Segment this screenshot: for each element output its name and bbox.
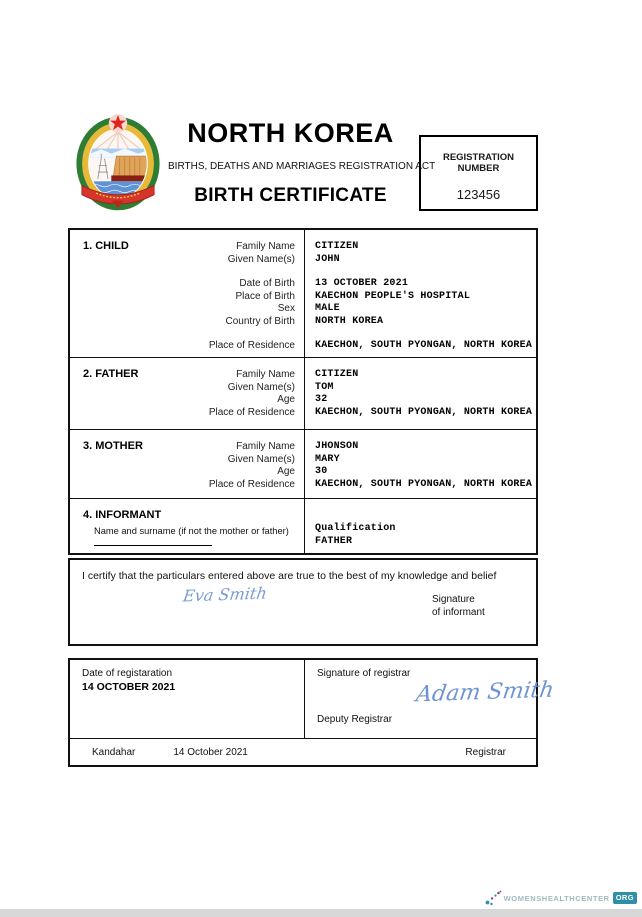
- field-value: MALE: [315, 303, 340, 314]
- field-value: 13 OCTOBER 2021: [315, 278, 409, 289]
- informant-signature-label: [432, 593, 485, 619]
- section-mother-values: [305, 430, 536, 498]
- brand-sparkle-icon: [485, 890, 502, 906]
- field-label: Sex: [277, 303, 295, 314]
- footer-role: Registrar: [465, 746, 506, 758]
- field-label: Place of Birth: [235, 290, 295, 302]
- registration-number-box: [419, 135, 538, 211]
- field-label: Given Name(s): [227, 381, 295, 393]
- section-informant: [70, 499, 536, 553]
- registration-number-value: 123456: [456, 187, 501, 202]
- field-value: KAECHON, SOUTH PYONGAN, NORTH KOREA: [315, 340, 533, 351]
- north-korea-emblem-icon: [76, 110, 160, 214]
- field-label: Given Name(s): [227, 253, 295, 265]
- field-label: Place of Residence: [208, 340, 295, 351]
- registrar-footer-row: [70, 739, 536, 765]
- field-value: TOM: [315, 381, 334, 393]
- registrar-signature-cell: [305, 660, 556, 738]
- field-label: Country of Birth: [225, 315, 295, 327]
- signature-label-line2: of informant: [432, 607, 485, 618]
- field-value: JHONSON: [315, 441, 359, 452]
- registration-date-value: 14 OCTOBER 2021: [82, 681, 176, 693]
- field-label: Given Name(s): [227, 453, 295, 465]
- signature-label-line1: Signature: [432, 594, 475, 605]
- section-child-values: [305, 230, 536, 357]
- mother-value-stack: [315, 441, 536, 491]
- section-child-title: 1. CHILD: [83, 240, 129, 252]
- informant-value-stack: [315, 523, 536, 548]
- country-title: NORTH KOREA: [187, 118, 394, 148]
- section-mother-title: 3. MOTHER: [83, 440, 143, 452]
- section-informant-right: [305, 499, 536, 553]
- certification-box: [68, 558, 538, 646]
- brand-tld-badge: ORG: [613, 892, 637, 904]
- field-value: KAECHON PEOPLE'S HOSPITAL: [315, 290, 471, 302]
- field-label: Place of Residence: [208, 478, 295, 490]
- registrar-row: [70, 660, 556, 739]
- registration-number-label: REGISTRATION NUMBER: [442, 152, 515, 174]
- section-father-labels: [70, 358, 305, 429]
- certification-statement: I certify that the particulars entered above are true to the best of my knowledge and belief: [82, 570, 497, 582]
- field-value: CITIZEN: [315, 369, 359, 380]
- field-value: MARY: [315, 453, 340, 465]
- section-child-labels: [70, 230, 305, 357]
- field-value: KAECHON, SOUTH PYONGAN, NORTH KOREA: [315, 406, 533, 418]
- section-father-values: [305, 358, 536, 429]
- field-label: Date of Birth: [239, 278, 295, 289]
- document-title: BIRTH CERTIFICATE: [194, 185, 387, 206]
- field-value: NORTH KOREA: [315, 315, 384, 327]
- field-value: CITIZEN: [315, 241, 359, 252]
- registrar-signature: Adam Smith: [414, 677, 556, 708]
- registrar-signature-label: Signature of registrar: [317, 668, 411, 679]
- informant-signature: Eva Smith: [181, 583, 269, 606]
- qualification-label: Qualification: [315, 523, 396, 534]
- footer-place: Kandahar: [92, 746, 136, 758]
- qualification-value: FATHER: [315, 535, 353, 547]
- registration-date-label: Date of registaration: [82, 668, 173, 679]
- brand-site-name: WOMENSHEALTHCENTER: [503, 893, 610, 903]
- act-subtitle: BIRTHS, DEATHS AND MARRIAGES REGISTRATION ACT: [168, 161, 436, 172]
- registrar-title: Deputy Registrar: [317, 714, 393, 725]
- child-label-stack: [70, 241, 304, 353]
- footer-gray-bar: [0, 909, 642, 917]
- site-branding: [485, 889, 637, 907]
- section-father: [70, 358, 536, 430]
- field-label: Family Name: [236, 369, 295, 380]
- field-value: KAECHON, SOUTH PYONGAN, NORTH KOREA: [315, 478, 533, 490]
- certificate-table: [68, 228, 538, 555]
- footer-date: 14 October 2021: [173, 746, 248, 758]
- field-label: Family Name: [236, 441, 295, 452]
- field-label: Age: [277, 466, 295, 477]
- section-informant-title: 4. INFORMANT: [83, 509, 162, 521]
- section-mother-labels: [70, 430, 305, 498]
- field-value: JOHN: [315, 253, 340, 265]
- child-value-stack: [315, 241, 536, 353]
- father-value-stack: [315, 369, 536, 419]
- field-label: Place of Residence: [208, 406, 295, 418]
- certificate-header: [168, 118, 436, 207]
- informant-name-label: Name and surname (if not the mother or father): [94, 526, 289, 536]
- field-value: 30: [315, 466, 328, 477]
- registrar-table: [68, 658, 556, 767]
- section-child: [70, 230, 536, 358]
- field-label: Family Name: [236, 241, 295, 252]
- field-label: Age: [277, 394, 295, 405]
- section-informant-left: [70, 499, 305, 553]
- section-father-title: 2. FATHER: [83, 368, 139, 380]
- section-mother: [70, 430, 536, 499]
- informant-name-underline: [94, 545, 212, 546]
- field-value: 32: [315, 394, 328, 405]
- registration-date-cell: [70, 660, 305, 738]
